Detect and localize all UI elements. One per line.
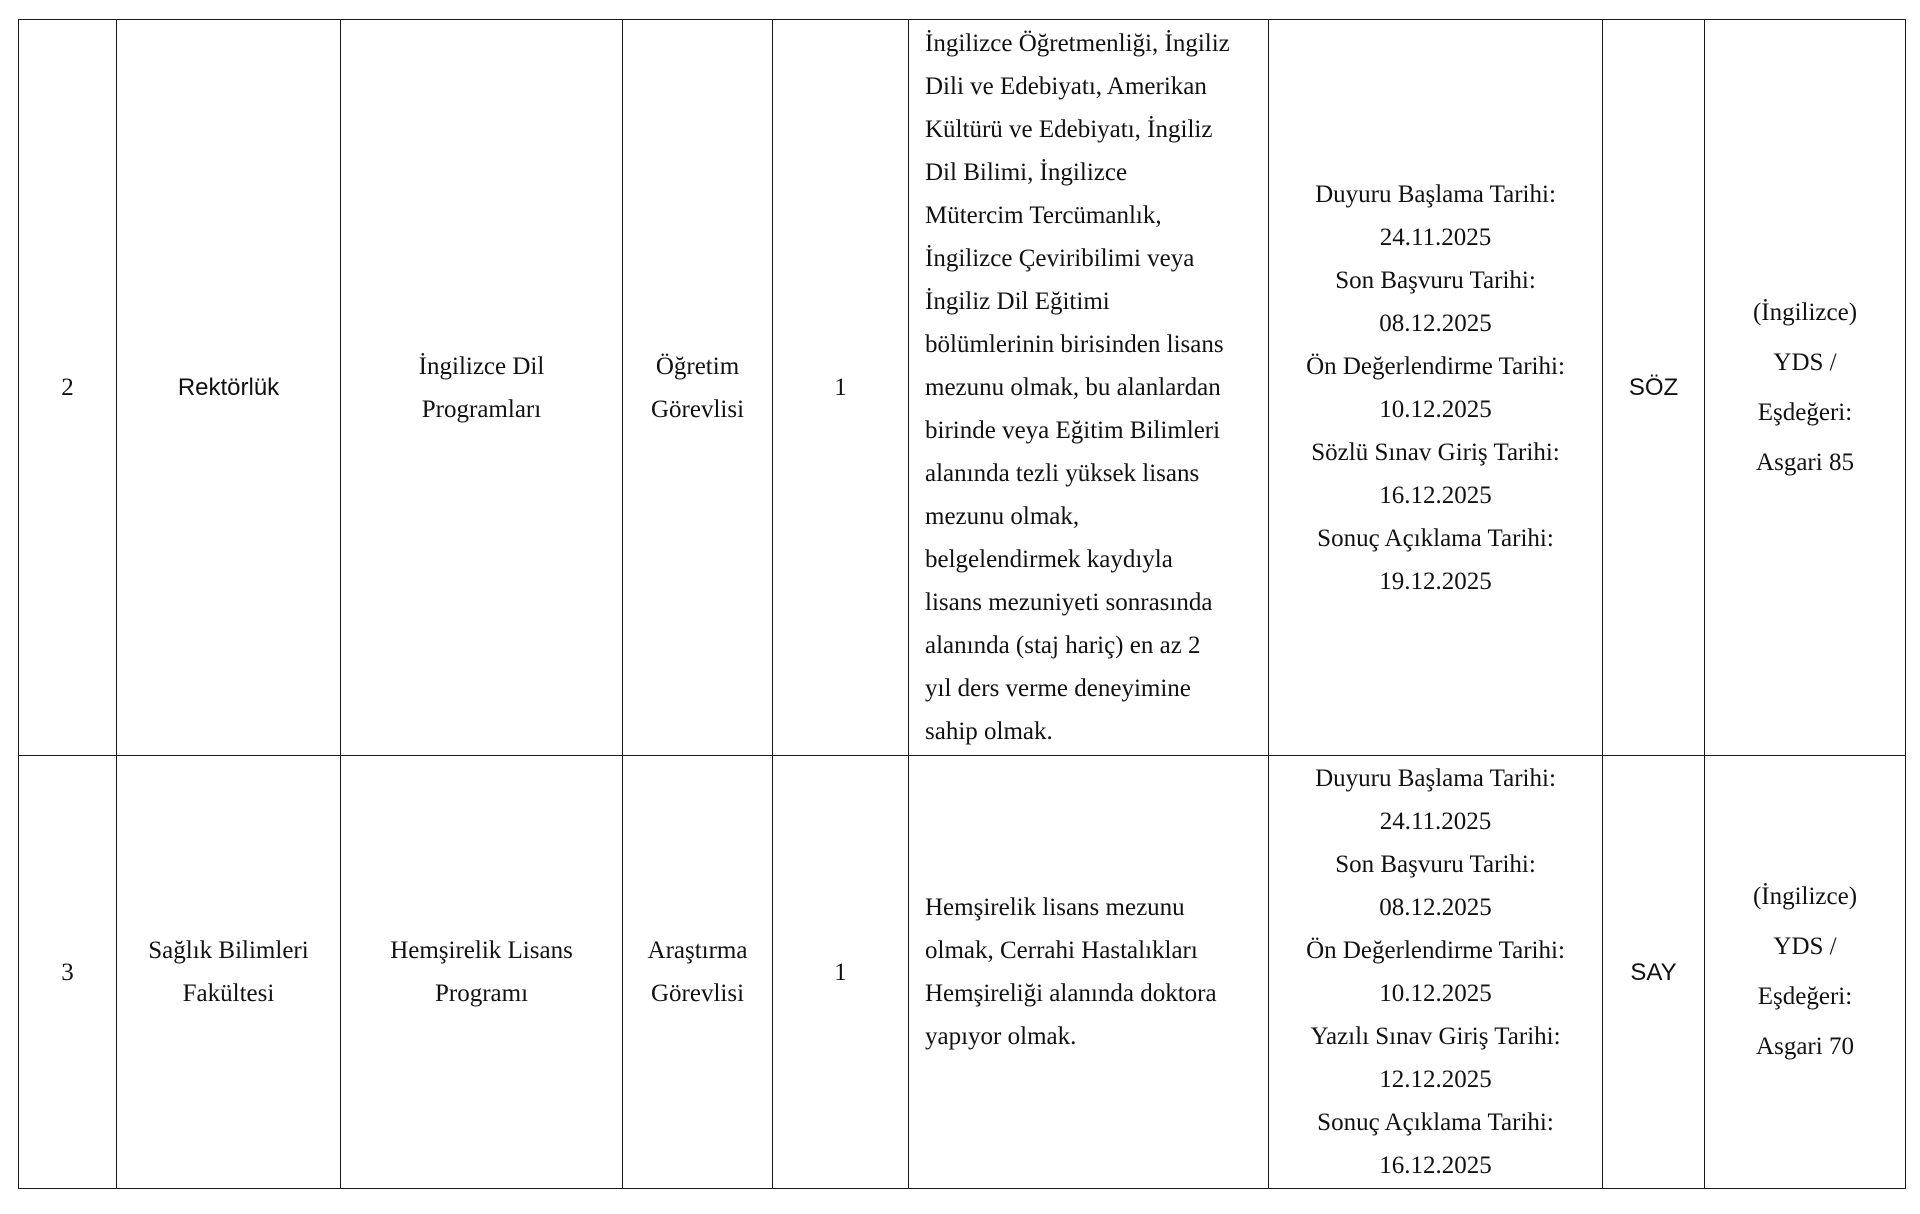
dates-cell: Duyuru Başlama Tarihi: 24.11.2025 Son Başvuru Tarihi: 08.12.2025 Ön Değerlendirme Tarihi: 10.12.2025 Yazılı Sınav Giriş Tarihi: 12.12.2025 Sonuç Açıklama Tarihi: 16.12.2025 (1269, 756, 1603, 1189)
language-cell: (İngilizce) YDS / Eşdeğeri: Asgari 85 (1705, 20, 1906, 756)
row-number: 2 (19, 20, 117, 756)
requirements-cell: İngilizce Öğretmenliği, İngiliz Dili ve Edebiyatı, Amerikan Kültürü ve Edebiyatı, İngiliz Dil Bilimi, İngilizce Mütercim Tercümanlık, İngilizce Çeviribilimi veya İngiliz Dil Eğitimi bölümlerinin birisinden lisans mezunu olmak, bu alanlardan birinde veya Eğitim Bilimleri alanında tezli yüksek lisans mezunu olmak, belgelendirmek kaydıyla lisans mezuniyeti sonrasında alanında (staj hariç) en az 2 yıl ders verme deneyimine sahip olmak. (909, 20, 1269, 756)
count-cell: 1 (773, 20, 909, 756)
count-cell: 1 (773, 756, 909, 1189)
language-cell: (İngilizce) YDS / Eşdeğeri: Asgari 70 (1705, 756, 1906, 1189)
score-type-cell: SÖZ (1603, 20, 1705, 756)
row-number: 3 (19, 756, 117, 1189)
department-cell: Hemşirelik Lisans Programı (341, 756, 623, 1189)
table-row (19, 756, 1906, 1189)
title-cell: Araştırma Görevlisi (623, 756, 773, 1189)
dates-cell: Duyuru Başlama Tarihi: 24.11.2025 Son Başvuru Tarihi: 08.12.2025 Ön Değerlendirme Tarihi: 10.12.2025 Sözlü Sınav Giriş Tarihi: 16.12.2025 Sonuç Açıklama Tarihi: 19.12.2025 (1269, 20, 1603, 756)
positions-table (18, 19, 1906, 1189)
requirements-cell: Hemşirelik lisans mezunu olmak, Cerrahi Hastalıkları Hemşireliği alanında doktora yapıyor olmak. (909, 756, 1269, 1189)
title-cell: Öğretim Görevlisi (623, 20, 773, 756)
unit-cell: Sağlık Bilimleri Fakültesi (117, 756, 341, 1189)
table-row (19, 20, 1906, 756)
score-type-cell: SAY (1603, 756, 1705, 1189)
unit-cell: Rektörlük (117, 20, 341, 756)
department-cell: İngilizce Dil Programları (341, 20, 623, 756)
